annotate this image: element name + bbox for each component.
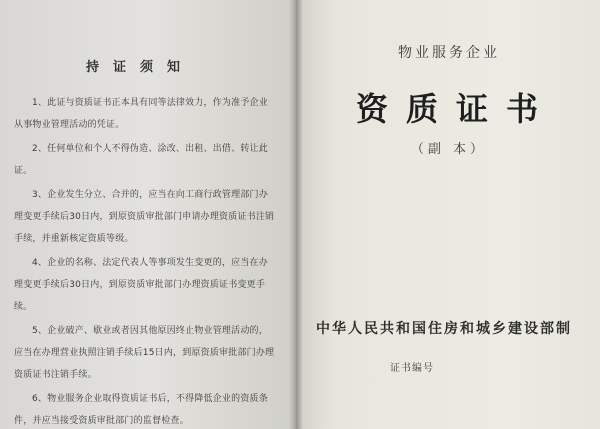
notice-item: 4、企业的名称、法定代表人等事项发生变更的，应当在办理变更手续后30日内，到原资质审批部门办理资质证书变更手续。 xyxy=(14,258,268,312)
notice-item: 5、企业破产、歇业或者因其他原因终止物业管理活动的，应当在办理营业执照注销手续后15日内，到原资质审批部门办理资质证书注销手续。 xyxy=(14,326,275,380)
notice-item: 6、物业服务企业取得资质证书后，不得降低企业的资质条件，并应当接受资质审批部门的监督检查。 xyxy=(14,394,268,426)
left-page xyxy=(0,0,298,429)
notice-item: 3、企业发生分立、合并的，应当在向工商行政管理部门办理变更手续后30日内，到原资质审批部门申请办理资质证书注销手续，并重新核定资质等级。 xyxy=(14,190,275,244)
certificate-title: 资质证书 xyxy=(355,90,556,128)
notice-item: 1、此证与资质证书正本具有同等法律效力，作为准予企业从事物业管理活动的凭证。 xyxy=(14,98,268,130)
certificate-number-label: 证书编号 xyxy=(390,363,434,374)
certificate-subtitle: 物业服务企业 xyxy=(398,45,500,61)
book-spine xyxy=(289,0,303,429)
certificate-copy-label: （副 本） xyxy=(410,142,488,157)
notice-body xyxy=(14,92,276,429)
right-page xyxy=(298,0,600,429)
notice-title: 持证须知 xyxy=(85,60,194,75)
notice-item: 2、任何单位和个人不得伪造、涂改、出租、出借、转让此证。 xyxy=(14,144,268,176)
certificate-issuer: 中华人民共和国住房和城乡建设部制 xyxy=(316,321,572,337)
